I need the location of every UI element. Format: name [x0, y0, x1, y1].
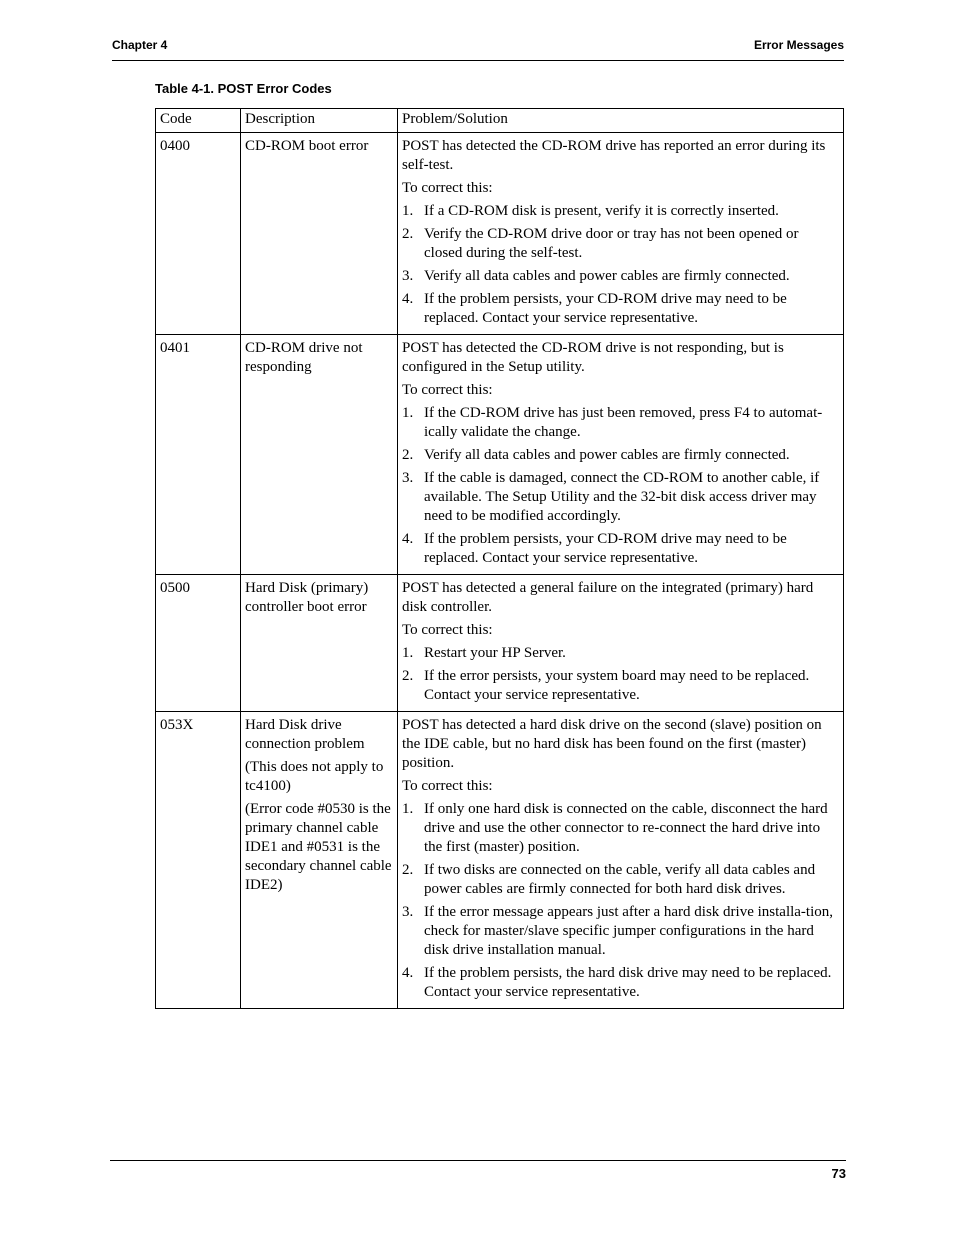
- error-code-cell: 0401: [156, 335, 241, 575]
- step-text: If the error persists, your system board may need to be replaced. Contact your service representative.: [424, 668, 810, 703]
- solution-steps: [402, 800, 839, 1002]
- solution-step: [402, 202, 839, 221]
- description-paragraph: Hard Disk drive connection problem: [245, 717, 365, 752]
- step-text: Verify all data cables and power cables are firmly connected.: [424, 268, 790, 284]
- description-cell: [241, 712, 398, 1009]
- step-number: 1.: [402, 645, 414, 661]
- step-text: If the problem persists, your CD-ROM drive may need to be replaced. Contact your service representative.: [424, 291, 787, 326]
- problem-text: POST has detected the CD-ROM drive has reported an error during its self-test.: [402, 138, 826, 173]
- solution-steps: [402, 644, 839, 705]
- solution-steps: [402, 202, 839, 328]
- step-text: If the problem persists, the hard disk drive may need to be replaced. Contact your service representative.: [424, 965, 832, 1000]
- problem-solution-cell: [398, 712, 844, 1009]
- solution-step: [402, 861, 839, 899]
- to-correct-label: To correct this:: [402, 382, 493, 398]
- table-row: [156, 133, 844, 335]
- description-paragraph: Hard Disk (primary) controller boot error: [245, 580, 369, 615]
- step-text: If the CD-ROM drive has just been removed, press F4 to automat-ically validate the change.: [424, 405, 823, 440]
- description-paragraph: (Error code #0530 is the primary channel cable IDE1 and #0531 is the secondary channel cable IDE2): [245, 801, 392, 893]
- solution-step: [402, 964, 839, 1002]
- description-cell: [241, 335, 398, 575]
- step-text: If the problem persists, your CD-ROM drive may need to be replaced. Contact your service representative.: [424, 531, 787, 566]
- step-number: 1.: [402, 405, 414, 421]
- solution-step: [402, 644, 839, 663]
- step-number: 2.: [402, 447, 414, 463]
- error-code-cell: 0500: [156, 575, 241, 712]
- problem-solution-cell: [398, 335, 844, 575]
- step-number: 3.: [402, 268, 414, 284]
- solution-step: [402, 530, 839, 568]
- step-text: If the cable is damaged, connect the CD-ROM to another cable, if available. The Setup Utility and the 32-bit disk access driver may need to be modified accordingly.: [424, 470, 820, 524]
- table-row: [156, 575, 844, 712]
- column-header-description: Description: [241, 109, 398, 133]
- solution-step: [402, 446, 839, 465]
- to-correct-label: To correct this:: [402, 622, 493, 638]
- column-header-problem-solution: Problem/Solution: [398, 109, 844, 133]
- problem-text: POST has detected a hard disk drive on the second (slave) position on the IDE cable, but no hard disk has been found on the first (master) position.: [402, 717, 822, 771]
- problem-text: POST has detected the CD-ROM drive is not responding, but is configured in the Setup utility.: [402, 340, 784, 375]
- step-text: If a CD-ROM disk is present, verify it is correctly inserted.: [424, 203, 779, 219]
- page-number: 73: [831, 1166, 846, 1181]
- description-cell: [241, 133, 398, 335]
- table-header-row: [156, 109, 844, 133]
- solution-step: [402, 469, 839, 526]
- section-title: Error Messages: [753, 38, 844, 52]
- step-number: 2.: [402, 668, 414, 684]
- page-footer: [110, 1160, 846, 1181]
- problem-solution-cell: [398, 133, 844, 335]
- chapter-label: Chapter 4: [112, 38, 168, 52]
- description-cell: [241, 575, 398, 712]
- problem-text: POST has detected a general failure on the integrated (primary) hard disk controller.: [402, 580, 814, 615]
- page-header: [112, 38, 844, 61]
- solution-step: [402, 290, 839, 328]
- description-paragraph: CD-ROM drive not responding: [245, 340, 363, 375]
- step-number: 4.: [402, 531, 414, 547]
- step-number: 2.: [402, 226, 414, 242]
- step-number: 2.: [402, 862, 414, 878]
- description-paragraph: CD-ROM boot error: [245, 138, 369, 154]
- solution-step: [402, 800, 839, 857]
- solution-step: [402, 267, 839, 286]
- to-correct-label: To correct this:: [402, 778, 493, 794]
- solution-step: [402, 404, 839, 442]
- step-text: If the error message appears just after a hard disk drive installa-tion, check for master/slave specific jumper configurations in the hard disk drive installation manual.: [424, 904, 834, 958]
- step-text: Restart your HP Server.: [424, 645, 566, 661]
- step-text: If two disks are connected on the cable, verify all data cables and power cables are firmly connected for both hard disk drives.: [424, 862, 816, 897]
- table-caption: Table 4-1. POST Error Codes: [155, 81, 332, 96]
- problem-solution-cell: [398, 575, 844, 712]
- step-number: 1.: [402, 203, 414, 219]
- step-text: If only one hard disk is connected on the cable, disconnect the hard drive and use the other connector to re-connect the hard drive into the first (master) position.: [424, 801, 828, 855]
- solution-step: [402, 225, 839, 263]
- solution-step: [402, 903, 839, 960]
- step-number: 3.: [402, 470, 414, 486]
- post-error-codes-table: [155, 108, 844, 1009]
- column-header-code: Code: [156, 109, 241, 133]
- table-row: [156, 712, 844, 1009]
- table-row: [156, 335, 844, 575]
- step-text: Verify the CD-ROM drive door or tray has not been opened or closed during the self-test.: [424, 226, 799, 261]
- step-number: 1.: [402, 801, 414, 817]
- step-number: 3.: [402, 904, 414, 920]
- step-number: 4.: [402, 965, 414, 981]
- solution-steps: [402, 404, 839, 568]
- solution-step: [402, 667, 839, 705]
- step-number: 4.: [402, 291, 414, 307]
- step-text: Verify all data cables and power cables are firmly connected.: [424, 447, 790, 463]
- error-code-cell: 053X: [156, 712, 241, 1009]
- description-paragraph: (This does not apply to tc4100): [245, 759, 384, 794]
- error-code-cell: 0400: [156, 133, 241, 335]
- to-correct-label: To correct this:: [402, 180, 493, 196]
